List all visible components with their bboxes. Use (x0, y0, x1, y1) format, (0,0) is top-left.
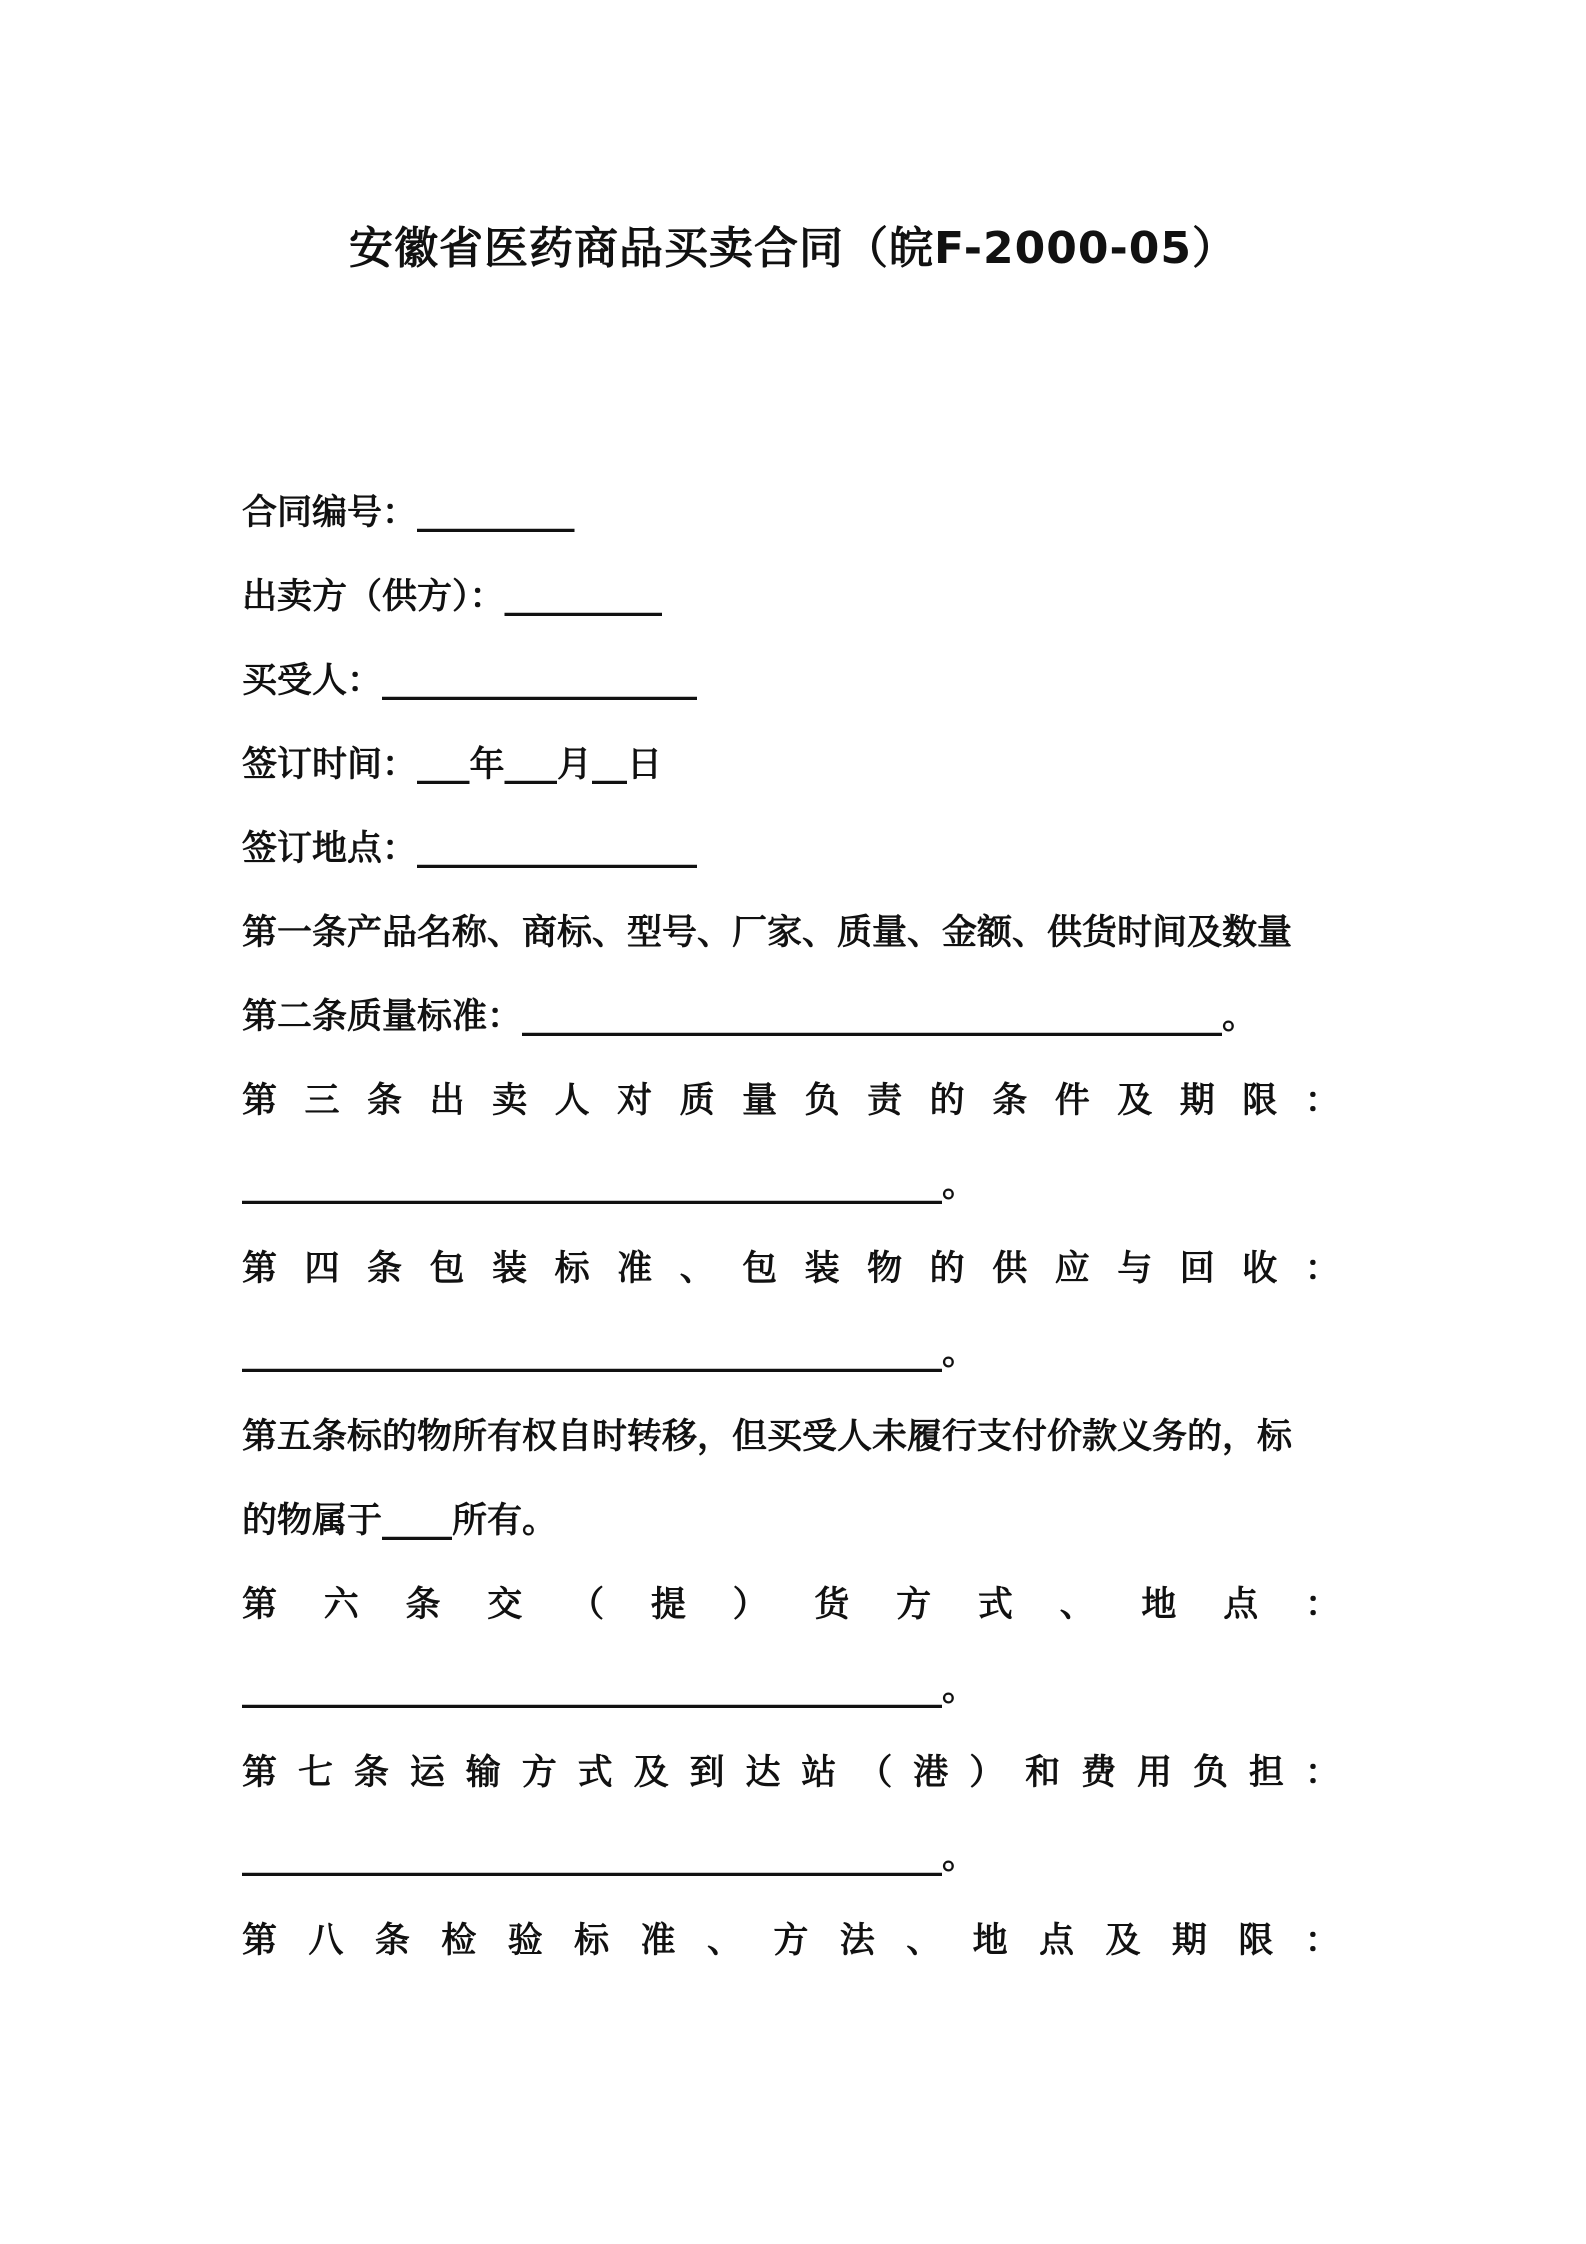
heading-char: 及 (1105, 1921, 1141, 1961)
heading-char: 、 (706, 1921, 742, 1961)
heading-char: 运 (409, 1753, 445, 1793)
heading-char: （ (857, 1753, 893, 1793)
article-2: 第二条质量标准：________________________________________。 (242, 997, 1258, 1037)
heading-char: 装 (804, 1249, 840, 1289)
heading-char: 七 (297, 1753, 333, 1793)
heading-char: 费 (1081, 1753, 1117, 1793)
heading-char: 方 (896, 1585, 932, 1625)
heading-char: 用 (1137, 1753, 1173, 1793)
heading-char: 货 (814, 1585, 850, 1625)
heading-char: 到 (689, 1753, 725, 1793)
heading-char: 负 (804, 1081, 840, 1121)
heading-char: 六 (323, 1585, 359, 1625)
heading-char: 地 (972, 1921, 1008, 1961)
article-3-heading (242, 1080, 1340, 1122)
heading-char: 限 (1238, 1921, 1274, 1961)
seller-field: 出卖方（供方）：_________ (242, 577, 663, 617)
heading-char: 第 (242, 1753, 278, 1793)
sign-place-field: 签订地点：________________ (242, 829, 698, 869)
heading-char: 和 (1025, 1753, 1061, 1793)
heading-char: 包 (429, 1249, 465, 1289)
article-6-blank: ________________________________________。 (242, 1669, 978, 1709)
heading-char: 量 (742, 1081, 778, 1121)
heading-char: 期 (1171, 1921, 1207, 1961)
heading-char: 对 (617, 1081, 653, 1121)
heading-char: 提 (650, 1585, 686, 1625)
heading-char: 包 (742, 1249, 778, 1289)
heading-char: 条 (367, 1249, 403, 1289)
heading-char: ： (1304, 1753, 1340, 1793)
heading-char: 、 (906, 1921, 942, 1961)
contract-number-field: 合同编号：_________ (242, 493, 575, 533)
sign-time-field: 签订时间：___年___月__日 (242, 745, 663, 785)
heading-char: 条 (353, 1753, 389, 1793)
heading-char: 的 (929, 1249, 965, 1289)
heading-char: 第 (242, 1249, 278, 1289)
heading-char: 四 (304, 1249, 340, 1289)
heading-char: 收 (1242, 1249, 1278, 1289)
heading-char: 标 (554, 1249, 590, 1289)
heading-char: 标 (574, 1921, 610, 1961)
buyer-field: 买受人：__________________ (242, 661, 698, 701)
heading-char: 法 (839, 1921, 875, 1961)
heading-char: 质 (679, 1081, 715, 1121)
heading-char: 卖 (492, 1081, 528, 1121)
heading-char: （ (569, 1585, 605, 1625)
heading-char: 第 (242, 1081, 278, 1121)
heading-char: 达 (745, 1753, 781, 1793)
heading-char: 期 (1179, 1081, 1215, 1121)
document-title: 安徽省医药商品买卖合同（皖F-2000-05） (349, 223, 1237, 274)
heading-char: 条 (374, 1921, 410, 1961)
heading-char: 及 (633, 1753, 669, 1793)
heading-char: ： (1304, 1081, 1340, 1121)
article-3-blank: ________________________________________。 (242, 1165, 978, 1205)
heading-char: 供 (992, 1249, 1028, 1289)
article-7-heading (242, 1752, 1340, 1794)
heading-char: 负 (1192, 1753, 1228, 1793)
heading-char: 回 (1179, 1249, 1215, 1289)
heading-char: 与 (1117, 1249, 1153, 1289)
heading-char: 出 (429, 1081, 465, 1121)
heading-char: 人 (554, 1081, 590, 1121)
heading-char: ） (969, 1753, 1005, 1793)
heading-char: 物 (867, 1249, 903, 1289)
heading-char: 应 (1054, 1249, 1090, 1289)
heading-char: 条 (367, 1081, 403, 1121)
article-6-heading (242, 1584, 1340, 1626)
heading-char: 检 (441, 1921, 477, 1961)
heading-char: ： (1304, 1921, 1340, 1961)
heading-char: 式 (977, 1585, 1013, 1625)
heading-char: 站 (801, 1753, 837, 1793)
heading-char: 限 (1242, 1081, 1278, 1121)
heading-char: 式 (577, 1753, 613, 1793)
heading-char: 点 (1039, 1921, 1075, 1961)
heading-char: 条 (405, 1585, 441, 1625)
article-5-line-1: 第五条标的物所有权自时转移，但买受人未履行支付价款义务的，标 (242, 1417, 1293, 1457)
heading-char: 地 (1141, 1585, 1177, 1625)
heading-char: 八 (308, 1921, 344, 1961)
article-5-line-2: 的物属于____所有。 (242, 1501, 558, 1541)
article-1: 第一条产品名称、商标、型号、厂家、质量、金额、供货时间及数量 (242, 913, 1293, 953)
article-4-heading (242, 1248, 1340, 1290)
heading-char: 及 (1117, 1081, 1153, 1121)
heading-char: ） (732, 1585, 768, 1625)
heading-char: 第 (242, 1585, 278, 1625)
heading-char: ： (1304, 1249, 1340, 1289)
heading-char: 准 (640, 1921, 676, 1961)
heading-char: 方 (521, 1753, 557, 1793)
heading-char: 第 (242, 1921, 278, 1961)
heading-char: ： (1304, 1585, 1340, 1625)
heading-char: 交 (487, 1585, 523, 1625)
heading-char: 点 (1223, 1585, 1259, 1625)
heading-char: 的 (929, 1081, 965, 1121)
article-4-blank: ________________________________________。 (242, 1333, 978, 1373)
heading-char: 方 (773, 1921, 809, 1961)
heading-char: 装 (492, 1249, 528, 1289)
heading-char: 、 (1059, 1585, 1095, 1625)
heading-char: 担 (1248, 1753, 1284, 1793)
heading-char: 件 (1054, 1081, 1090, 1121)
article-8-heading (242, 1920, 1340, 1962)
heading-char: 条 (992, 1081, 1028, 1121)
heading-char: 验 (507, 1921, 543, 1961)
heading-char: 三 (304, 1081, 340, 1121)
heading-char: 输 (465, 1753, 501, 1793)
heading-char: 准 (617, 1249, 653, 1289)
heading-char: 、 (679, 1249, 715, 1289)
heading-char: 责 (867, 1081, 903, 1121)
heading-char: 港 (913, 1753, 949, 1793)
article-7-blank: ________________________________________。 (242, 1837, 978, 1877)
